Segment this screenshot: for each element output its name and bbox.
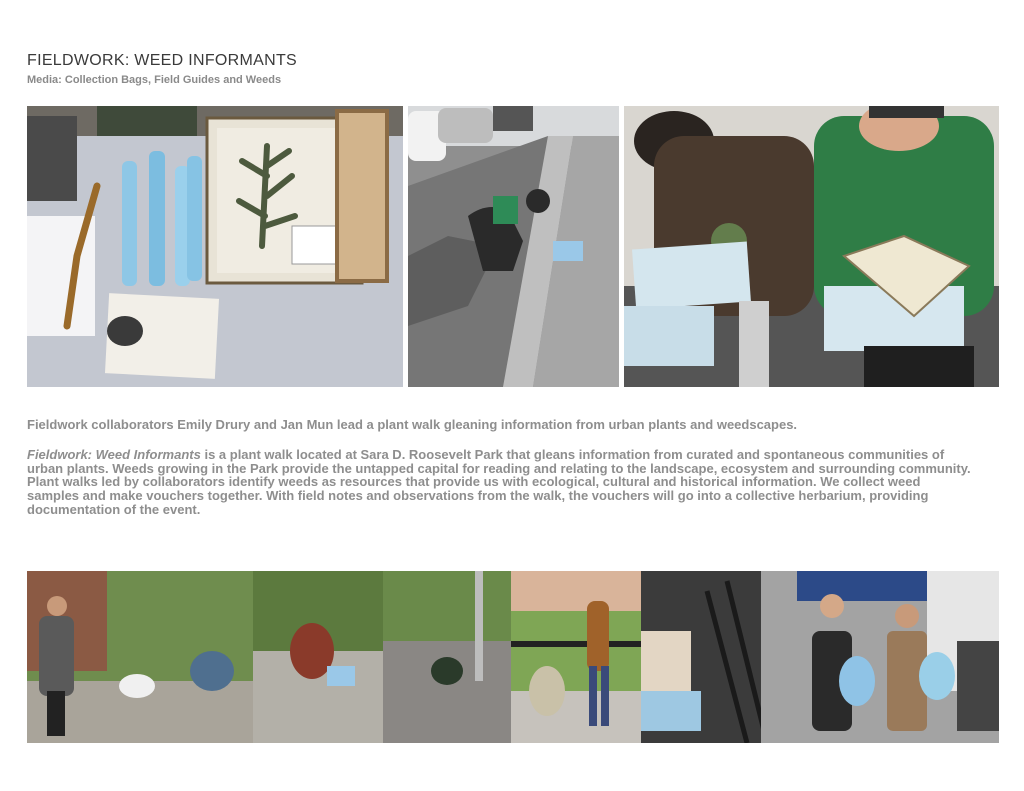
body-text: is a plant walk located at Sara D. Roosevelt Park that gleans information from curated and spontaneous communities of urban plants. Weeds growing in the Park provide the untapped capital for reading and relating to the landscape, ecosystem and surrounding community. Plant walks led by collaborators identify weeds as resources that provide us with ecological, cultural and historical information. We collect weed samples and make vouchers together. With field notes and observations from the walk, the vouchers will go into a collective herbarium, providing documentation of the event. [27,447,971,517]
body-paragraph [27,448,972,517]
herbarium-table-photo [27,106,403,387]
plant-walk-photo-strip [27,571,999,743]
body-italic-title: Fieldwork: Weed Informants [27,447,201,462]
sidewalk-collecting-photo [408,106,619,387]
page-subtitle: Media: Collection Bags, Field Guides and Weeds [27,74,282,86]
photo-caption: Fieldwork collaborators Emily Drury and Jan Mun lead a plant walk gleaning information from urban plants and weedscapes. [27,417,798,432]
page-title: FIELDWORK: WEED INFORMANTS [27,52,298,69]
field-guide-reading-photo [624,106,999,387]
